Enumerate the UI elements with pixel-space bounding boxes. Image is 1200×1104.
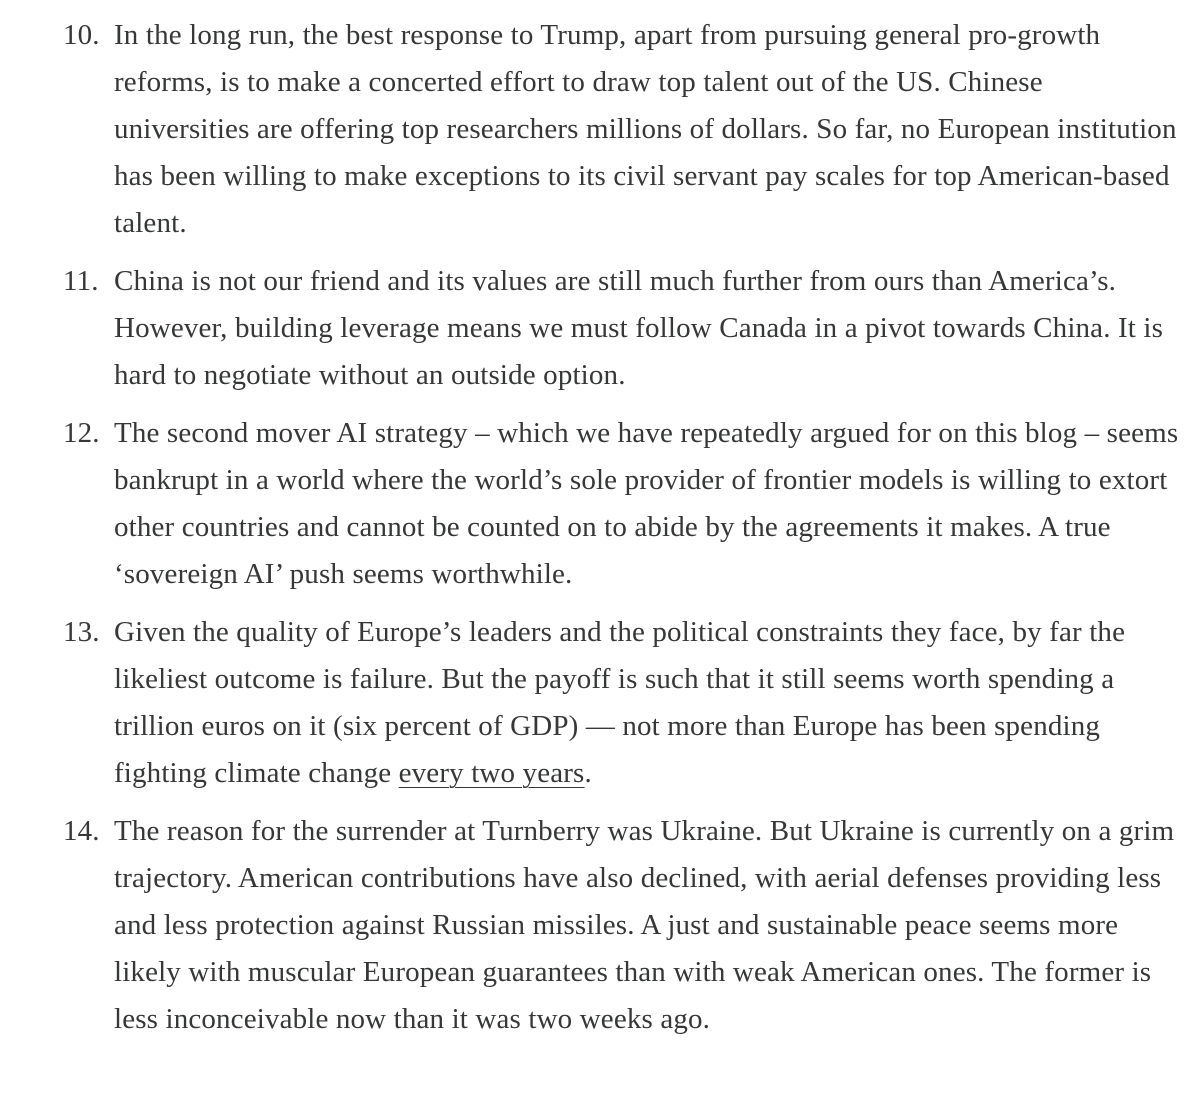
list-item-number: 12.	[63, 417, 100, 449]
list-item-12	[0, 410, 1200, 598]
list-item-13	[0, 609, 1200, 797]
list-item-text: Given the quality of Europe’s leaders and the political constraints they face, by far the likeliest outcome is failure. But the payoff is such that it still seems worth spending a trillion euros on it (six percent of GDP) — not more than Europe has been spending fighting climate change	[114, 616, 1126, 789]
list-item-11	[0, 258, 1200, 399]
list-item-text: The reason for the surrender at Turnberry was Ukraine. But Ukraine is currently on a grim trajectory. American contributions have also declined, with aerial defenses providing less and less protection against Russian missiles. A just and sustainable peace seems more likely with muscular European guarantees than with weak American ones. The former is less inconceivable now than it was two weeks ago.	[114, 815, 1175, 1035]
list-item-text: The second mover AI strategy – which we have repeatedly argued for on this blog – seems bankrupt in a world where the world’s sole provider of frontier models is willing to extort other countries and cannot be counted on to abide by the agreements it makes. A true ‘sovereign AI’ push seems worthwhile.	[114, 417, 1179, 590]
every-two-years-link[interactable]: every two years	[398, 757, 585, 789]
list-item-number: 14.	[63, 815, 100, 847]
list-item-text-end: .	[584, 757, 592, 789]
list-item-14	[0, 808, 1200, 1043]
list-item-text: In the long run, the best response to Trump, apart from pursuing general pro-growth reforms, is to make a concerted effort to draw top talent out of the US. Chinese universities are offering top researchers millions of dollars. So far, no European institution has been willing to make exceptions to its civil servant pay scales for top American-based talent.	[114, 19, 1177, 239]
numbered-list	[0, 12, 1200, 1054]
list-item-number: 11.	[63, 265, 99, 297]
list-item-10	[0, 12, 1200, 247]
list-item-text: China is not our friend and its values are still much further from ours than America’s. However, building leverage means we must follow Canada in a pivot towards China. It is hard to negotiate without an outside option.	[114, 265, 1164, 391]
list-item-number: 10.	[63, 19, 100, 51]
list-item-number: 13.	[63, 616, 100, 648]
